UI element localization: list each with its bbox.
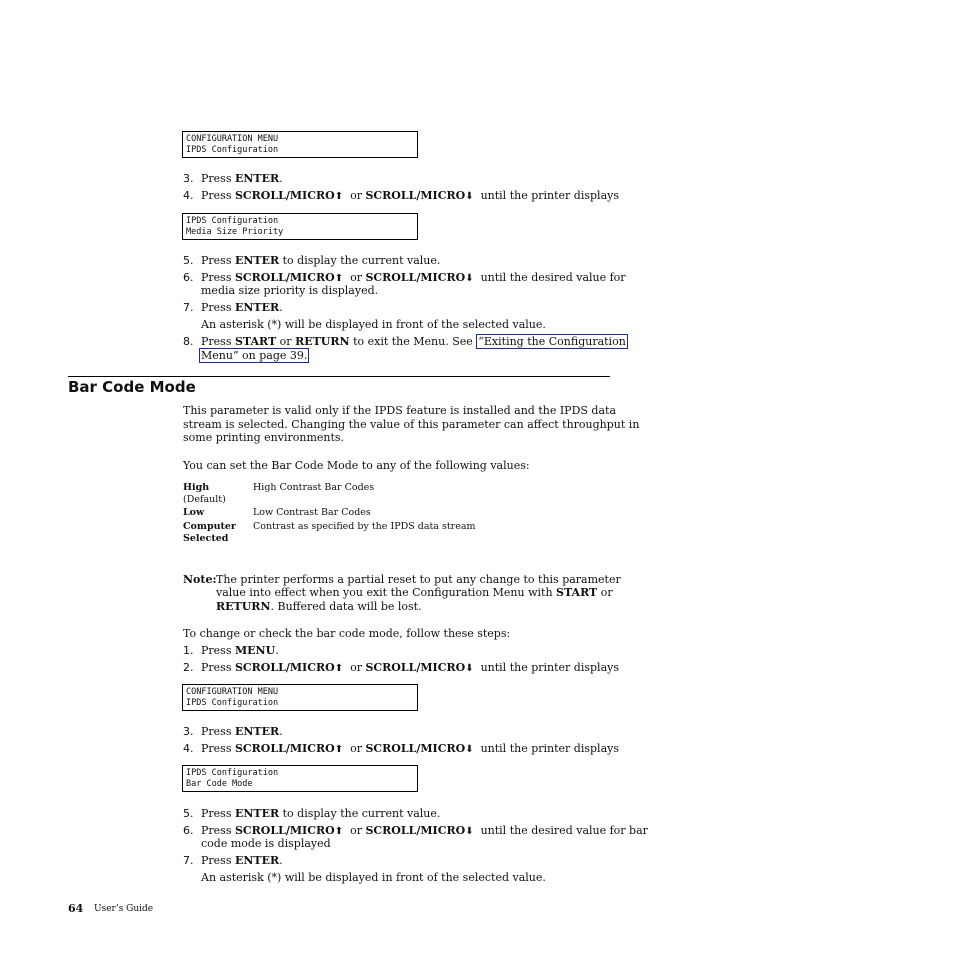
value-description: Low Contrast Bar Codes (253, 507, 371, 518)
step-word: Press (201, 301, 232, 314)
or-word: or (600, 586, 613, 599)
panel-line: IPDS Configuration (186, 698, 279, 708)
display-panel (182, 684, 418, 711)
arrow-down-icon: ⬇ (465, 191, 474, 202)
or-word: or (350, 824, 362, 837)
cross-reference-link[interactable]: “Exiting the Configuration (478, 335, 626, 348)
step-word: Press (201, 254, 232, 267)
key-scroll: SCROLL/MICRO (234, 824, 335, 837)
intro-line: This parameter is valid only if the IPDS feature is installed and the IPDS data (183, 404, 617, 417)
panel-line: CONFIGURATION MENU (186, 134, 279, 144)
display-panel (182, 765, 418, 792)
step-number: 6. (183, 824, 194, 837)
step-word: Press (201, 824, 232, 837)
step-word: Press (201, 271, 232, 284)
panel-line: IPDS Configuration (186, 145, 279, 155)
step-text (201, 335, 628, 348)
step-word: Press (201, 172, 232, 185)
arrow-up-icon: ⬆ (334, 273, 344, 284)
step-text (201, 644, 279, 657)
step-text (201, 189, 619, 203)
arrow-up-icon: ⬆ (334, 744, 344, 755)
step-text (201, 301, 283, 314)
steps-intro: To change or check the bar code mode, follow these steps: (183, 627, 511, 640)
cross-reference-link[interactable]: Menu” on page 39. (201, 349, 308, 362)
key-enter: ENTER (234, 807, 280, 820)
step-text (201, 742, 619, 756)
key-enter: ENTER (234, 301, 280, 314)
step-tail: to exit the Menu. See (353, 335, 473, 348)
period: . (279, 854, 283, 867)
step-tail: until the printer displays (480, 189, 619, 202)
panel-line: IPDS Configuration (186, 768, 279, 778)
arrow-down-icon: ⬇ (465, 273, 474, 284)
step-tail: until the printer displays (480, 661, 619, 674)
step-text (201, 254, 440, 267)
key-enter: ENTER (234, 254, 280, 267)
or-word: or (279, 335, 292, 348)
or-word: or (350, 742, 362, 755)
arrow-up-icon: ⬆ (334, 826, 344, 837)
note-line (216, 586, 613, 599)
step-word: Press (201, 742, 232, 755)
values-intro: You can set the Bar Code Mode to any of the following values: (183, 459, 530, 472)
period: . (279, 301, 283, 314)
step-word: Press (201, 189, 232, 202)
step-number: 1. (183, 644, 194, 657)
value-subterm: Selected (183, 533, 229, 544)
step-word: Press (201, 854, 232, 867)
step-text (201, 271, 626, 285)
step-text (201, 854, 283, 867)
key-scroll: SCROLL/MICRO (234, 742, 335, 755)
key-enter: ENTER (234, 854, 280, 867)
intro-line: stream is selected. Changing the value of this parameter can affect throughput in (183, 418, 640, 431)
value-subterm: (Default) (183, 494, 226, 505)
step-word: Press (201, 661, 232, 674)
step-number: 3. (183, 172, 194, 185)
value-term: Low (183, 507, 205, 518)
panel-line: Media Size Priority (186, 227, 284, 237)
step-text-continued: media size priority is displayed. (201, 284, 379, 297)
note-label: Note: (183, 573, 217, 586)
key-scroll: SCROLL/MICRO (365, 742, 466, 755)
step-tail: to display the current value. (282, 807, 441, 820)
step-number: 6. (183, 271, 194, 284)
period: . (279, 172, 283, 185)
value-term: High (183, 482, 210, 493)
or-word: or (350, 271, 362, 284)
key-scroll: SCROLL/MICRO (365, 189, 466, 202)
step-text (201, 661, 619, 675)
page-number: 64 (68, 902, 84, 915)
step-number: 4. (183, 742, 194, 755)
key-enter: ENTER (234, 725, 280, 738)
step-number: 8. (183, 335, 194, 348)
step-text-continued (199, 349, 309, 362)
arrow-up-icon: ⬆ (334, 663, 344, 674)
step-number: 2. (183, 661, 194, 674)
key-start: START (234, 335, 277, 348)
asterisk-note: An asterisk (*) will be displayed in front of the selected value. (201, 871, 546, 884)
display-panel (182, 131, 418, 158)
key-return: RETURN (295, 335, 350, 348)
period: . (275, 644, 279, 657)
key-scroll: SCROLL/MICRO (365, 824, 466, 837)
period: . (279, 725, 283, 738)
step-text-continued: code mode is displayed (201, 837, 331, 850)
note-text: . Buffered data will be lost. (270, 600, 422, 613)
note-line: The printer performs a partial reset to put any change to this parameter (216, 573, 621, 586)
panel-line: Bar Code Mode (186, 779, 253, 789)
step-number: 7. (183, 301, 194, 314)
key-return: RETURN (216, 600, 271, 613)
panel-line: CONFIGURATION MENU (186, 687, 279, 697)
key-scroll: SCROLL/MICRO (365, 661, 466, 674)
section-divider (68, 376, 610, 377)
arrow-down-icon: ⬇ (465, 663, 474, 674)
value-term: Computer (183, 521, 236, 532)
arrow-up-icon: ⬆ (334, 191, 344, 202)
step-text (201, 172, 283, 185)
asterisk-note: An asterisk (*) will be displayed in front of the selected value. (201, 318, 546, 331)
key-menu: MENU (234, 644, 276, 657)
key-enter: ENTER (234, 172, 280, 185)
arrow-down-icon: ⬇ (465, 744, 474, 755)
note-text: value into effect when you exit the Configuration Menu with (216, 586, 553, 599)
step-number: 7. (183, 854, 194, 867)
footer-title: User’s Guide (94, 904, 154, 914)
note-line (216, 600, 422, 613)
step-text (201, 725, 283, 738)
section-heading: Bar Code Mode (68, 378, 196, 396)
or-word: or (350, 189, 362, 202)
key-scroll: SCROLL/MICRO (365, 271, 466, 284)
key-start: START (556, 586, 598, 599)
intro-line: some printing environments. (183, 431, 345, 444)
step-tail: until the printer displays (480, 742, 619, 755)
step-tail: until the desired value for bar (480, 824, 648, 837)
key-scroll: SCROLL/MICRO (234, 661, 335, 674)
step-word: Press (201, 807, 232, 820)
step-word: Press (201, 644, 232, 657)
step-number: 3. (183, 725, 194, 738)
step-number: 5. (183, 254, 194, 267)
value-description: Contrast as specified by the IPDS data stream (253, 521, 476, 532)
step-word: Press (201, 725, 232, 738)
step-text (201, 824, 648, 838)
step-tail: to display the current value. (282, 254, 441, 267)
key-scroll: SCROLL/MICRO (234, 189, 335, 202)
display-panel (182, 213, 418, 240)
value-description: High Contrast Bar Codes (253, 482, 375, 493)
step-text (201, 807, 440, 820)
step-tail: until the desired value for (480, 271, 626, 284)
step-word: Press (201, 335, 232, 348)
panel-line: IPDS Configuration (186, 216, 279, 226)
or-word: or (350, 661, 362, 674)
step-number: 4. (183, 189, 194, 202)
step-number: 5. (183, 807, 194, 820)
key-scroll: SCROLL/MICRO (234, 271, 335, 284)
arrow-down-icon: ⬇ (465, 826, 474, 837)
